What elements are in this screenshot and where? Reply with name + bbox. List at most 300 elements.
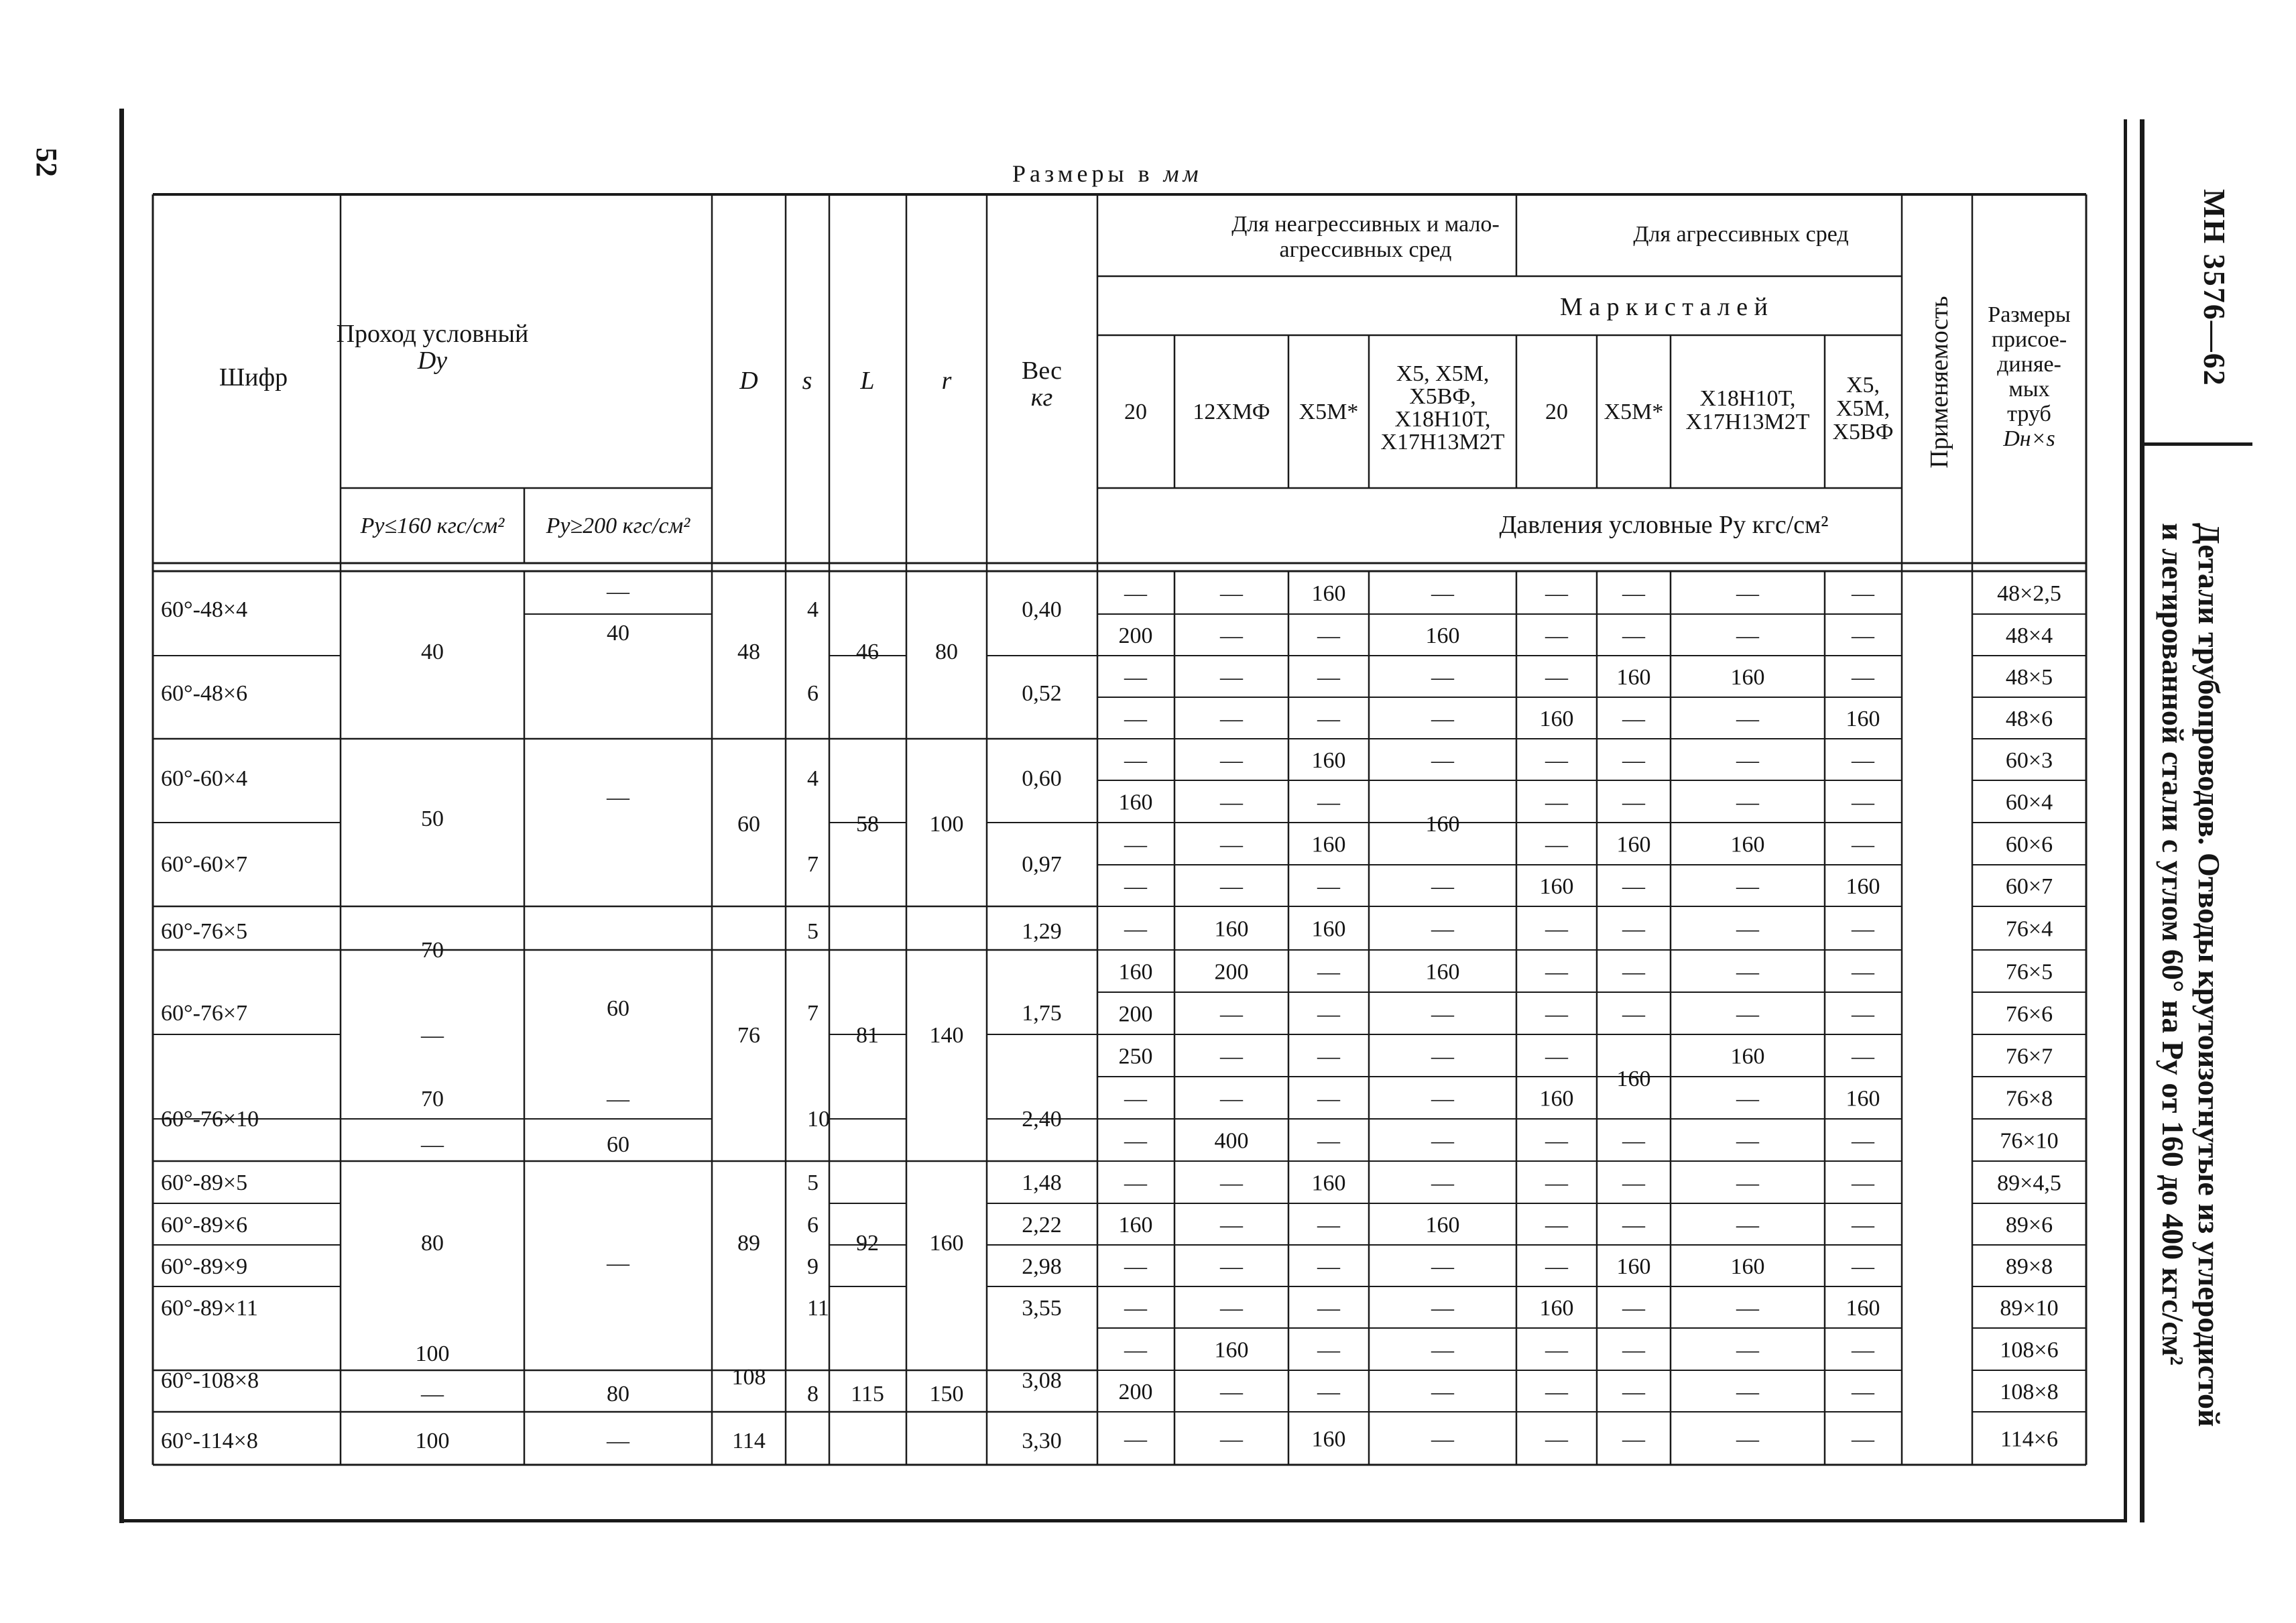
pressure-value: 160 [1425, 623, 1460, 648]
row-weight: 1,75 [1022, 1001, 1062, 1026]
row-pipe-size: 60×4 [2005, 790, 2053, 815]
pressure-value: — [1431, 1086, 1454, 1111]
row-dy-le: 50 [421, 806, 444, 831]
row-s: 8 [807, 1382, 819, 1406]
pressure-value: — [1431, 707, 1454, 731]
pressure-value: — [1852, 581, 1874, 606]
pressure-value: — [1852, 1427, 1874, 1452]
pressure-value: — [1545, 1380, 1568, 1404]
pressure-value: — [1852, 1337, 1874, 1363]
pressure-value: — [1124, 748, 1147, 773]
pressure-value: — [1736, 874, 1759, 899]
row-weight: 0,97 [1022, 852, 1062, 877]
pressure-value: 160 [1846, 707, 1880, 731]
pressure-value: 160 [1730, 1044, 1765, 1069]
header-steel-x18: Х18Н10Т, [1699, 386, 1796, 411]
pressure-value: — [1124, 1296, 1147, 1321]
pressure-value: 160 [1616, 665, 1651, 690]
pressure-value-merged: 160 [1616, 1067, 1651, 1091]
pressure-value: — [1622, 1296, 1645, 1321]
header-pipe-sizes: присое- [1991, 327, 2067, 352]
pressure-value: — [1431, 1296, 1454, 1321]
row-shifr: 60°-76×5 [161, 919, 248, 944]
pressure-value: 160 [1846, 1086, 1880, 1111]
pressure-value: — [1852, 1170, 1874, 1196]
pressure-value: — [1736, 790, 1759, 815]
row-pipe-size: 48×6 [2005, 707, 2053, 731]
pressure-value: — [1736, 581, 1759, 606]
pressure-value: — [1431, 1044, 1454, 1069]
pressure-value: — [1431, 1427, 1454, 1452]
pressure-value: — [1431, 748, 1454, 773]
row-shifr: 60°-60×4 [161, 766, 248, 791]
header-s: s [802, 367, 812, 395]
pressure-value: — [1124, 581, 1147, 606]
pressure-value: 160 [1846, 1296, 1880, 1321]
row-shifr: 60°-89×6 [161, 1213, 248, 1238]
pressure-value: — [1317, 1044, 1340, 1069]
pressure-value: — [1317, 1128, 1340, 1154]
header-steel-x18: Х17Н13М2Т [1685, 410, 1810, 434]
pressure-value: 160 [1539, 874, 1574, 899]
standard-title-line1: Детали трубопроводов. Отводы крутоизогнутые из углеродистой [2192, 523, 2226, 1427]
pressure-value: 160 [1425, 1213, 1460, 1238]
header-pipe-sizes: Dн×s [2003, 426, 2055, 451]
row-D: 108 [731, 1365, 766, 1390]
row-weight: 0,60 [1022, 766, 1062, 791]
pressure-value: 200 [1118, 1002, 1153, 1027]
pressure-value: — [1622, 1128, 1645, 1154]
row-r: 80 [935, 640, 958, 664]
header-steel-20-aggr: 20 [1545, 400, 1568, 424]
row-D: 89 [737, 1231, 760, 1256]
pressure-value: — [1220, 748, 1243, 773]
row-weight: 2,98 [1022, 1254, 1062, 1279]
pressure-value: 160 [1311, 581, 1346, 606]
pressure-value: — [1317, 1213, 1340, 1238]
row-weight: 1,29 [1022, 919, 1062, 944]
row-s: 6 [807, 681, 819, 706]
pressure-value: 160 [1214, 1337, 1249, 1363]
pressure-value: — [1545, 916, 1568, 942]
header-pipe-sizes: мых [2008, 377, 2050, 402]
row-D: 60 [737, 812, 760, 837]
pressure-value: — [1124, 1128, 1147, 1154]
pressure-value: — [1545, 1337, 1568, 1363]
pressure-value: — [1852, 916, 1874, 942]
pressure-value: — [1545, 1170, 1568, 1196]
pressure-value: — [1124, 665, 1147, 690]
row-shifr: 60°-89×5 [161, 1170, 248, 1195]
pressure-value: — [1852, 1380, 1874, 1404]
header-ves: Вес [1021, 357, 1063, 385]
pressure-value: — [1220, 1086, 1243, 1111]
row-dy-le: — [421, 1382, 444, 1406]
pressure-value: — [1852, 748, 1874, 773]
pressure-value: — [1220, 874, 1243, 899]
row-pipe-size: 76×6 [2005, 1002, 2053, 1027]
pressure-value: 160 [1730, 665, 1765, 690]
pressure-value: 160 [1311, 916, 1346, 942]
row-L: 46 [856, 640, 879, 664]
header-pressures: Давления условные Pу кгс/см² [1499, 511, 1829, 539]
pressure-value: — [1622, 581, 1645, 606]
pressure-value: — [1622, 1213, 1645, 1238]
pressure-value: — [1431, 1002, 1454, 1027]
pressure-value: — [1736, 1086, 1759, 1111]
row-pipe-size: 89×6 [2005, 1213, 2053, 1238]
caption-text: Размеры в [1012, 160, 1164, 187]
pressure-value: — [1852, 1044, 1874, 1069]
header-shifr: Шифр [219, 363, 288, 392]
pressure-value: — [1852, 1254, 1874, 1279]
row-D: 48 [737, 640, 760, 664]
row-pipe-size: 108×8 [2000, 1380, 2059, 1404]
pressure-value: — [1622, 790, 1645, 815]
header-steel-x5-group: Х5, Х5М, [1396, 361, 1490, 386]
pressure-value: 160 [1311, 832, 1346, 857]
row-s: 7 [807, 852, 819, 877]
pressure-value: — [1220, 623, 1243, 648]
row-weight: 2,22 [1022, 1213, 1062, 1238]
header-steel-x5m: Х5М* [1298, 400, 1359, 424]
row-weight: 0,52 [1022, 681, 1062, 706]
pressure-value: — [1545, 623, 1568, 648]
pressure-value: — [1220, 832, 1243, 857]
row-dy-le: — [421, 1132, 444, 1157]
pressure-value: — [1220, 1044, 1243, 1069]
row-dy-ge: — [607, 579, 629, 604]
pressure-value: — [1431, 1254, 1454, 1279]
pressure-value: — [1220, 581, 1243, 606]
pressure-value: — [1220, 1427, 1243, 1452]
pressure-value: 160 [1118, 959, 1153, 985]
pressure-value: 160 [1214, 916, 1249, 942]
header-non-aggressive-2: агрессивных сред [1279, 237, 1452, 262]
row-dy-le: 40 [421, 640, 444, 664]
pressure-value: — [1220, 1380, 1243, 1404]
row-dy-ge: — [607, 1087, 629, 1111]
pressure-value: — [1852, 623, 1874, 648]
row-r: 150 [929, 1382, 964, 1406]
header-py-le: Pу≤160 кгс/см² [360, 514, 505, 538]
pressure-value: — [1220, 707, 1243, 731]
row-r: 160 [929, 1231, 964, 1256]
pressure-value: — [1852, 1213, 1874, 1238]
pressure-value: 200 [1118, 1380, 1153, 1404]
row-weight: 3,55 [1022, 1296, 1062, 1321]
row-s: 5 [807, 1170, 819, 1195]
pressure-value: — [1545, 581, 1568, 606]
pressure-value: — [1124, 874, 1147, 899]
row-s: 4 [807, 766, 819, 791]
pressure-value: 160 [1730, 832, 1765, 857]
pressure-value: — [1124, 707, 1147, 731]
pressure-value: — [1736, 1427, 1759, 1452]
pressure-value: — [1852, 665, 1874, 690]
pressure-value: — [1431, 874, 1454, 899]
header-pipe-sizes: диняе- [1997, 352, 2061, 377]
row-shifr: 60°-89×9 [161, 1254, 248, 1279]
pressure-value: — [1124, 916, 1147, 942]
row-weight: 2,40 [1022, 1107, 1062, 1132]
pressure-value: — [1317, 790, 1340, 815]
pressure-value: 160 [1616, 1254, 1651, 1279]
pressure-value: 160 [1539, 1086, 1574, 1111]
pressure-value: — [1124, 1337, 1147, 1363]
pressure-value: — [1852, 1002, 1874, 1027]
pressure-value: — [1431, 1170, 1454, 1196]
pressure-value: — [1545, 1044, 1568, 1069]
row-dy-le: 80 [421, 1231, 444, 1256]
pressure-value: — [1622, 1002, 1645, 1027]
pressure-value: — [1736, 1380, 1759, 1404]
row-dy-le: 70 [421, 938, 444, 963]
pressure-value: — [1736, 959, 1759, 985]
pressure-value: — [1431, 581, 1454, 606]
pressure-value: — [1852, 1128, 1874, 1154]
pressure-value: — [1431, 1337, 1454, 1363]
row-pipe-size: 76×8 [2005, 1086, 2053, 1111]
row-pipe-size: 89×8 [2005, 1254, 2053, 1279]
pressure-value: 160 [1311, 1427, 1346, 1452]
row-shifr: 60°-114×8 [161, 1429, 258, 1453]
row-pipe-size: 76×4 [2005, 916, 2053, 942]
header-steel-x5m-aggr: Х5М* [1604, 400, 1664, 424]
pressure-value: 160 [1846, 874, 1880, 899]
pressure-value: — [1317, 874, 1340, 899]
pressure-value: — [1317, 959, 1340, 985]
row-pipe-size: 48×5 [2005, 665, 2053, 690]
row-shifr: 60°-48×4 [161, 597, 248, 622]
row-pipe-size: 114×6 [2000, 1427, 2058, 1452]
row-L: 58 [856, 812, 879, 837]
row-D: 76 [737, 1023, 760, 1048]
pressure-value: — [1852, 959, 1874, 985]
row-shifr: 60°-89×11 [161, 1296, 258, 1321]
row-s: 6 [807, 1213, 819, 1238]
pressure-value: — [1736, 707, 1759, 731]
pressure-value: — [1545, 959, 1568, 985]
pressure-value: — [1220, 665, 1243, 690]
pressure-value: — [1545, 665, 1568, 690]
pressure-value: — [1622, 1337, 1645, 1363]
row-r: 140 [929, 1023, 964, 1048]
row-dy-le: 100 [415, 1429, 450, 1453]
pressure-value: 400 [1214, 1128, 1249, 1154]
pressure-value: — [1317, 1380, 1340, 1404]
pressure-value: — [1622, 1380, 1645, 1404]
row-dy-ge: — [607, 1429, 629, 1453]
header-r: r [941, 367, 952, 395]
pressure-value: — [1736, 623, 1759, 648]
header-D: D [739, 367, 758, 395]
pressure-value: — [1220, 1254, 1243, 1279]
pressure-value: — [1622, 623, 1645, 648]
pressure-value: — [1124, 1427, 1147, 1452]
header-steel-x5-group: Х18Н10Т, [1394, 407, 1491, 432]
header-steel-x5-group: Х5ВФ, [1409, 384, 1476, 409]
row-shifr: 60°-76×7 [161, 1001, 248, 1026]
pressure-value: — [1622, 1170, 1645, 1196]
row-s: 5 [807, 919, 819, 944]
pressure-value: — [1220, 1213, 1243, 1238]
row-L: 81 [856, 1023, 879, 1048]
pressure-value: 160 [1539, 707, 1574, 731]
row-dy-le: — [421, 1023, 444, 1048]
pressure-value: — [1124, 1170, 1147, 1196]
pressure-value: 200 [1214, 959, 1249, 985]
header-steel-20: 20 [1124, 400, 1147, 424]
pressure-value: — [1220, 1170, 1243, 1196]
pressure-value: 250 [1118, 1044, 1153, 1069]
pressure-value: 200 [1118, 623, 1153, 648]
caption-unit: мм [1163, 160, 1203, 187]
pressure-value: — [1431, 1128, 1454, 1154]
pressure-value: — [1220, 1296, 1243, 1321]
row-pipe-size: 89×4,5 [1997, 1170, 2061, 1196]
row-pipe-size: 60×3 [2005, 748, 2053, 773]
pressure-value: — [1622, 959, 1645, 985]
header-py-ge: Pу≥200 кгс/см² [546, 514, 690, 538]
pressure-value: — [1317, 1254, 1340, 1279]
header-ves-unit: кг [1030, 383, 1053, 412]
pressure-value: — [1545, 1213, 1568, 1238]
pressure-value: — [1622, 1427, 1645, 1452]
row-weight: 0,40 [1022, 597, 1062, 622]
row-pipe-size: 48×2,5 [1997, 581, 2061, 606]
standard-title-line2: и легированной стали с углом 60° на Pу от 160 до 400 кгс/см² [2156, 523, 2190, 1366]
pressure-value: 160 [1539, 1296, 1574, 1321]
pressure-value: — [1317, 1337, 1340, 1363]
pressure-value: — [1622, 916, 1645, 942]
row-shifr: 60°-60×7 [161, 852, 248, 877]
row-dy-le: 100 [415, 1341, 450, 1366]
pressure-value: — [1317, 665, 1340, 690]
header-dy: Dу [417, 347, 448, 375]
header-pipe-sizes: Размеры [1988, 302, 2071, 327]
header-aggressive: Для агрессивных сред [1633, 222, 1849, 247]
row-s: 7 [807, 1001, 819, 1026]
row-dy-ge: 60 [607, 996, 629, 1021]
pressure-value: — [1545, 1128, 1568, 1154]
pressure-value: 160 [1311, 748, 1346, 773]
row-s: 4 [807, 597, 819, 622]
row-pipe-size: 89×10 [2000, 1296, 2059, 1321]
pressure-value: — [1545, 790, 1568, 815]
pressure-value: — [1317, 623, 1340, 648]
pressure-value: — [1852, 790, 1874, 815]
standard-code: МН 3576—62 [2197, 189, 2232, 387]
pressure-value: 160 [1118, 790, 1153, 815]
pressure-value: — [1736, 1337, 1759, 1363]
pressure-value: — [1317, 707, 1340, 731]
header-steel-x5-aggr: Х5ВФ [1832, 420, 1894, 444]
row-L: 115 [851, 1382, 884, 1406]
row-s: 11 [807, 1296, 829, 1321]
pressure-value: — [1124, 832, 1147, 857]
pressure-value: — [1124, 1254, 1147, 1279]
row-pipe-size: 60×6 [2005, 832, 2053, 857]
pressure-value: 160 [1616, 832, 1651, 857]
pressure-value: — [1545, 1254, 1568, 1279]
pressure-value: — [1220, 790, 1243, 815]
pressure-value: — [1317, 1086, 1340, 1111]
pressure-value: — [1545, 832, 1568, 857]
header-pipe-sizes: труб [2007, 402, 2051, 426]
row-pipe-size: 108×6 [2000, 1337, 2059, 1363]
header-steel-x5-aggr: Х5, [1846, 373, 1880, 398]
row-weight: 3,08 [1022, 1368, 1062, 1393]
row-weight: 3,30 [1022, 1429, 1062, 1453]
pressure-value: — [1622, 874, 1645, 899]
header-applicability: Применяемость [1925, 296, 1953, 469]
pressure-value: — [1736, 916, 1759, 942]
pressure-value: — [1431, 665, 1454, 690]
header-steel-12xmf: 12ХМФ [1193, 400, 1270, 424]
row-s: 9 [807, 1254, 819, 1279]
pressure-value-merged: 160 [1425, 812, 1460, 837]
header-steel-x5-group: Х17Н13М2Т [1380, 430, 1505, 455]
pressure-value: — [1431, 1380, 1454, 1404]
header-prokhod: Проход условный [336, 320, 529, 348]
pressure-value: — [1317, 1296, 1340, 1321]
row-dy-ge: 60 [607, 1132, 629, 1157]
row-D: 114 [732, 1429, 766, 1453]
row-pipe-size: 76×10 [2000, 1128, 2059, 1154]
row-L: 92 [856, 1231, 879, 1256]
row-dy-le: 70 [421, 1087, 444, 1111]
page-number: 52 [30, 147, 63, 177]
pressure-value: — [1220, 1002, 1243, 1027]
row-r: 100 [929, 812, 964, 837]
row-shifr: 60°-108×8 [161, 1368, 259, 1393]
row-dy-ge: — [607, 1251, 629, 1276]
pressure-value: — [1545, 1427, 1568, 1452]
row-pipe-size: 60×7 [2005, 874, 2053, 899]
pressure-value: — [1622, 748, 1645, 773]
pressure-value: — [1736, 748, 1759, 773]
pressure-value: 160 [1118, 1213, 1153, 1238]
row-pipe-size: 76×5 [2005, 959, 2053, 985]
pressure-value: — [1545, 748, 1568, 773]
pressure-value: — [1736, 1002, 1759, 1027]
pressure-value: — [1736, 1296, 1759, 1321]
pressure-value: — [1317, 1002, 1340, 1027]
header-steel-grades: М а р к и с т а л е й [1560, 293, 1768, 321]
row-shifr: 60°-76×10 [161, 1107, 259, 1132]
row-weight: 1,48 [1022, 1170, 1062, 1195]
row-dy-ge: 40 [607, 621, 629, 646]
pressure-value: — [1124, 1086, 1147, 1111]
pressure-value: — [1736, 1128, 1759, 1154]
row-dy-ge: — [607, 785, 629, 810]
pressure-value: — [1545, 1002, 1568, 1027]
row-pipe-size: 48×4 [2005, 623, 2053, 648]
row-pipe-size: 76×7 [2005, 1044, 2053, 1069]
pressure-value: — [1622, 707, 1645, 731]
row-dy-ge: 80 [607, 1382, 629, 1406]
header-non-aggressive-1: Для неагрессивных и мало- [1231, 212, 1500, 237]
pressure-value: — [1736, 1213, 1759, 1238]
pressure-value: — [1736, 1170, 1759, 1196]
row-shifr: 60°-48×6 [161, 681, 248, 706]
pressure-value: — [1852, 832, 1874, 857]
header-steel-x5-aggr: Х5М, [1835, 396, 1890, 421]
pressure-value: 160 [1425, 959, 1460, 985]
pressure-value: — [1431, 916, 1454, 942]
pressure-value: 160 [1730, 1254, 1765, 1279]
